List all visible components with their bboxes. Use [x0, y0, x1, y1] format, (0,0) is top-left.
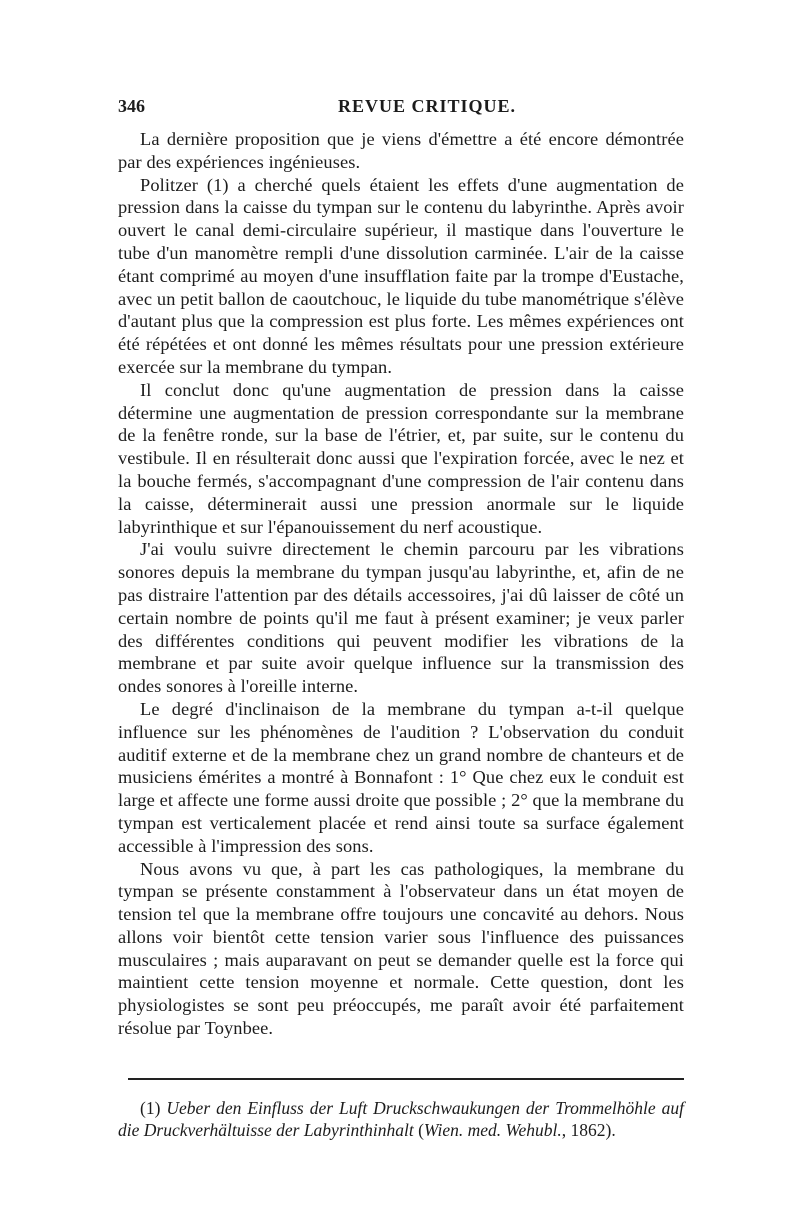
- paragraph: Politzer (1) a cherché quels étaient les effets d'une augmentation de pression dans la caisse du tympan sur le contenu du labyrinthe. Après avoir ouvert le canal demi-circulaire supérieur, il mastique dans l'ouverture le tube d'un manomètre rempli d'une dissolution carminée. L'air de la caisse étant comprimé au moyen d'une insufflation faite par la trompe d'Eustache, avec un petit ballon de caoutchouc, le liquide du tube manométrique s'élève d'autant plus que la compression est plus forte. Les mêmes expériences ont été répétées et ont donné les mêmes résultats pour une pression extérieure exercée sur la membrane du tympan.: [118, 174, 684, 377]
- paragraph: J'ai voulu suivre directement le chemin parcouru par les vibrations sonores depuis la membrane du tympan jusqu'au labyrinthe, et, afin de ne pas distraire l'attention par des détails accessoires, j'ai dû laisser de côté un certain nombre de points qu'il me faut à présent examiner; je veux parler des différentes conditions qui peuvent modifier les vibrations de la membrane et par suite avoir quelque influence sur la transmission des ondes sonores à l'oreille interne.: [118, 539, 684, 697]
- paragraph: La dernière proposition que je viens d'émettre a été encore démontrée par des expériences ingénieuses.: [118, 129, 684, 172]
- page-header: [118, 96, 684, 120]
- paragraph: Le degré d'inclinaison de la membrane du tympan a-t-il quelque influence sur les phénomènes de l'audition ? L'observation du conduit auditif externe et de la membrane chez un grand nombre de chanteurs et de musiciens émérites a montré à Bonnafont : 1° Que chez eux le conduit est large et affecte une forme aussi droite que possible ; 2° que la membrane du tympan est verticalement placée et rend ainsi toute sa surface également accessible à l'impression des sons.: [118, 698, 684, 856]
- paragraph: Il conclut donc qu'une augmentation de pression dans la caisse détermine une augmentation de pression correspondante sur la membrane de la fenêtre ronde, sur la base de l'étrier, et, par suite, sur le contenu du vestibule. Il en résulterait donc aussi que l'expiration forcée, avec le nez et la bouche fermés, s'accompagnant d'une compression de l'air contenu dans la caisse, déterminerait aussi une pression anormale sur le liquide labyrinthique et sur l'épanouissement du nerf acoustique.: [118, 379, 684, 537]
- footnote: [118, 1097, 684, 1141]
- page-number: 346: [118, 96, 145, 116]
- footnote-year: 1862).: [570, 1120, 616, 1140]
- footnote-text: (1) Ueber den Einfluss der Luft Druckschwaukungen der Trommelhöhle auf die Druckverhältuisse der Labyrinthinhalt (Wien. med. Wehubl., 1862).: [118, 1098, 685, 1140]
- body-text: [118, 128, 684, 1040]
- footnote-divider: [128, 1078, 684, 1080]
- footnote-marker: (1): [140, 1098, 161, 1118]
- paragraph: Nous avons vu que, à part les cas pathologiques, la membrane du tympan se présente constamment à l'observateur dans un état moyen de tension tel que la membrane offre toujours une concavité au dehors. Nous allons voir bientôt cette tension varier sous l'influence des puissances musculaires ; mais auparavant on peut se demander quelle est la force qui maintient cette tension moyenne et normale. Cette question, dont les physiologistes se sont peu préoccupés, me paraît avoir été parfaitement résolue par Toynbee.: [118, 858, 684, 1039]
- footnote-source: Wien. med. Wehubl.: [423, 1120, 562, 1140]
- running-title: REVUE CRITIQUE.: [338, 96, 517, 116]
- footnote-title: Ueber den Einfluss der Luft Druckschwaukungen der Trommelhöhle auf die Druckverhältuisse der Labyrinthinhalt: [118, 1098, 685, 1140]
